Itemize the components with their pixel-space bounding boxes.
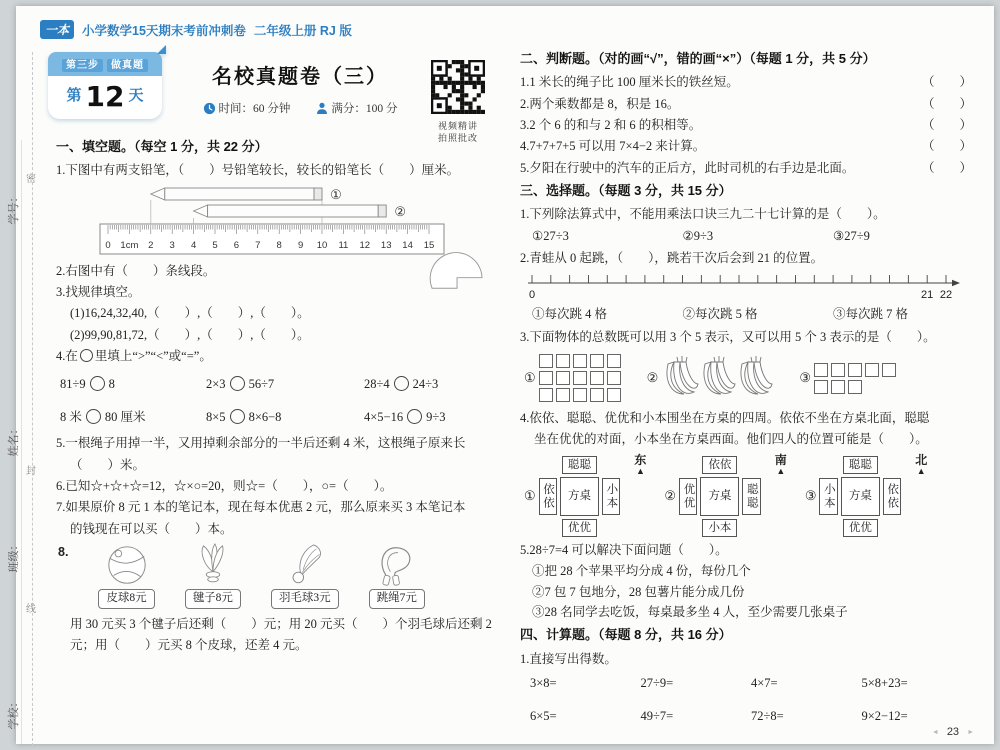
line-segment-shape-figure (426, 246, 490, 294)
series-title: 小学数学15天期末考前冲刺卷 (82, 23, 246, 38)
figure-number: ② (646, 369, 659, 385)
page-footer (932, 726, 974, 738)
square (539, 354, 553, 368)
fill-circle-icon (80, 349, 93, 362)
goods-item-jump-rope (369, 543, 425, 609)
comparison-item: 8 米 80 厘米 (60, 409, 146, 424)
time-meta: 时间：60 分钟 (203, 100, 291, 116)
answer-circle (86, 409, 101, 424)
judge-item: 4.7+7+7+5 可以用 7×4−2 来计算。 （ ） (520, 137, 972, 156)
question-3-4: 4.依依、聪聪、优优和小本围坐在方桌的四周。依依不坐在方桌北面，聪聪 (520, 411, 930, 426)
seating-diagrams (524, 452, 972, 537)
seat-top: 聪聪 (562, 456, 597, 474)
question-3-2: 2.青蛙从 0 起跳，（ ），跳若干次后会到 21 的位置。 (520, 250, 824, 265)
square (607, 388, 621, 402)
square (573, 354, 587, 368)
option: ①27÷3 (532, 228, 569, 243)
question-4-1: 1.直接写出得数。 (520, 651, 617, 666)
comparison-item: 28÷4 24÷3 (364, 377, 439, 392)
seal-label-class: 班级： (8, 539, 20, 573)
seat-right: 聪聪 (742, 478, 760, 515)
question-1-3-2: (2)99,90,81,72,（ ）,（ ）,（ ）。 (70, 327, 310, 342)
calc-item: 27÷9= (640, 675, 674, 690)
question-1-4: 4.在 里填上“>”“<”或“=”。 (56, 349, 212, 364)
shuttlecock-jianzi-icon (191, 543, 235, 587)
calc-item: 49÷7= (640, 709, 674, 724)
seating-diagram-3 (804, 452, 928, 537)
seating-diagram-1 (524, 452, 647, 537)
qr-code (430, 60, 486, 119)
answer-circle (230, 409, 245, 424)
answer-blank: （ ） (921, 96, 972, 111)
square (607, 354, 621, 368)
seal-label-school: 学校： (8, 696, 20, 730)
number-line-figure (526, 270, 962, 304)
svg-text:②: ② (394, 203, 407, 219)
svg-text:11: 11 (338, 239, 349, 251)
score-meta: 满分：100 分 (316, 100, 397, 116)
option: ③27÷9 (833, 228, 870, 243)
seal-char: 密 (26, 174, 36, 185)
figure-number: ② (664, 488, 677, 504)
judge-item: 5.夕阳在行驶中的汽车的正后方，此时司机的右手边是北面。 （ ） (520, 159, 972, 178)
svg-text:3: 3 (169, 239, 175, 251)
person-icon (316, 102, 328, 115)
square (882, 363, 896, 377)
jump-rope-icon (375, 543, 419, 587)
svg-text:9: 9 (297, 239, 304, 251)
comparison-item: 81÷9 8 (60, 377, 115, 392)
page-number: 23 (946, 726, 960, 738)
option: ①把 28 个苹果平均分成 4 份，每份几个 (532, 564, 751, 579)
count-figure-grid-15 (524, 354, 621, 402)
question-1-1: 1.下图中有两支铅笔，（ ）号铅笔较长，较长的铅笔长（ ）厘米。 (56, 163, 460, 178)
calc-item: 4×7= (751, 675, 778, 690)
seal-char: 线 (26, 604, 36, 615)
svg-text:7: 7 (255, 239, 261, 251)
question-3-2-options (520, 305, 972, 324)
figure-number: ① (524, 369, 536, 385)
left-page-column (56, 134, 492, 658)
seat-bottom: 小本 (702, 519, 737, 537)
seal-label-student-id: 学号： (8, 191, 20, 225)
compass-arrow-icon: ▲ (776, 465, 786, 476)
badge-day (48, 76, 162, 119)
price-tag: 羽毛球3元 (271, 589, 339, 609)
figure-number: ① (524, 488, 536, 504)
question-1-5-cont: （ ）米。 (70, 457, 146, 472)
seat-left: 小本 (819, 478, 837, 515)
page-title: 名校真题卷（三） (212, 66, 388, 88)
square (831, 380, 845, 394)
answer-circle (90, 376, 105, 391)
square (590, 371, 604, 385)
squares-grid-5-3 (814, 363, 896, 394)
calc-item: 5×8+23= (861, 675, 908, 690)
calc-item: 6×5= (530, 709, 557, 724)
svg-text:13: 13 (380, 239, 392, 251)
goods-item-ball (98, 543, 154, 609)
calc-item: 3×8= (530, 675, 557, 690)
seal-dashed-line (32, 52, 33, 746)
answer-circle (394, 376, 409, 391)
square (573, 371, 587, 385)
figure-number: ③ (799, 369, 811, 385)
banana-bunches-icon (661, 353, 773, 403)
option: ②7 包 7 包地分，28 包薯片能分成几份 (532, 584, 745, 599)
square (814, 380, 828, 394)
table-cell: 方桌 (841, 477, 880, 515)
option: ③每次跳 7 格 (833, 307, 909, 322)
figure-number: ③ (804, 488, 817, 504)
question-1-7: 7.如果原价 8 元 1 本的笔记本，现在每本优惠 2 元，那么原来买 3 本笔记本 (56, 500, 466, 515)
square (573, 388, 587, 402)
svg-text:10: 10 (316, 239, 328, 251)
svg-text:14: 14 (402, 239, 413, 251)
compass-marker: 东 ▲ (634, 452, 647, 476)
svg-text:22: 22 (939, 289, 953, 302)
svg-text:2: 2 (148, 239, 154, 251)
compass-arrow-icon: ▲ (916, 465, 926, 476)
edition-label: 二年级上册 RJ 版 (253, 23, 352, 38)
section4-heading: 四、计算题。（每题 8 分，共 16 分） (520, 627, 732, 643)
compass-marker: 北 ▲ (915, 452, 928, 476)
qr-caption: 视频精讲 拍照批改 (437, 121, 478, 143)
question-1-8-text-cont: 元；用（ ）元买 8 个皮球，还差 4 元。 (70, 638, 308, 653)
table-cell: 方桌 (700, 477, 739, 515)
question-3-3: 3.下面物体的总数既可以用 3 个 5 表示，又可以用 5 个 3 表示的是（ ）。 (520, 329, 936, 344)
option: ②9÷3 (682, 228, 714, 243)
day-number: 12 (85, 80, 125, 113)
question-3-1: 1.下列除法算式中，不能用乘法口诀三九二十七计算的是（ ）。 (520, 207, 886, 222)
svg-text:8: 8 (276, 239, 282, 251)
comparison-item: 2×3 56÷7 (206, 377, 275, 392)
seat-top: 依依 (702, 456, 737, 474)
day-badge (48, 52, 162, 119)
svg-text:5: 5 (212, 239, 218, 251)
qr-block (430, 60, 486, 144)
seal-label-name: 姓名： (8, 423, 20, 457)
exam-meta (170, 100, 430, 116)
next-page-icon: ► (967, 728, 974, 736)
svg-text:6: 6 (233, 239, 240, 251)
svg-text:①: ① (330, 186, 342, 202)
question-1-3-1: (1)16,24,32,40,（ ）,（ ）,（ ）。 (70, 306, 310, 321)
compass-marker: 南 ▲ (774, 452, 787, 476)
seat-right: 小本 (602, 478, 620, 515)
seal-char: 封 (26, 466, 36, 477)
day-suffix: 天 (128, 87, 144, 104)
square (590, 354, 604, 368)
svg-text:0: 0 (105, 239, 111, 251)
option: ②每次跳 5 格 (682, 307, 758, 322)
table-cell: 方桌 (560, 477, 599, 515)
section2-heading: 二、判断题。（对的画“√”，错的画“×”）（每题 1 分，共 5 分） (520, 51, 876, 66)
judge-item: 2.两个乘数都是 8，积是 16。 （ ） (520, 95, 972, 114)
question-3-4-cont: 坐在优优的对面，小本坐在方桌西面。他们四人的位置可能是（ ）。 (534, 432, 928, 447)
square (607, 371, 621, 385)
question-number: 8. (58, 545, 69, 560)
question-1-8-figures (58, 543, 492, 609)
question-3-3-figures (524, 353, 972, 403)
square (814, 363, 828, 377)
question-1-6: 6.已知☆+☆+☆=12，☆×○=20，则☆=（ ），○=（ ）。 (56, 478, 393, 493)
svg-text:21: 21 (921, 289, 934, 302)
brand-logo: 一本 (40, 20, 74, 39)
seating-diagram-2 (664, 452, 787, 537)
question-1-7-cont: 的钱现在可以买（ ）本。 (70, 521, 233, 536)
square (831, 363, 845, 377)
goods-item-jianzi (185, 543, 241, 609)
section1-heading: 一、填空题。（每空 1 分，共 22 分） (56, 139, 268, 154)
badge-ribbon (48, 52, 162, 76)
squares-grid-3x5 (539, 354, 621, 402)
calc-item: 9×2−12= (861, 709, 908, 724)
seat-top: 聪聪 (843, 456, 878, 474)
right-page-column (520, 46, 972, 727)
price-tag: 跳绳7元 (369, 589, 425, 609)
question-1-5: 5.一根绳子用掉一半，又用掉剩余部分的一半后还剩 4 米，这根绳子原来长 (56, 436, 466, 451)
count-figure-grid-8 (799, 363, 896, 394)
judge-item: 3.2 个 6 的和与 2 和 6 的积相等。 （ ） (520, 116, 972, 135)
square (556, 388, 570, 402)
day-prefix: 第 (66, 87, 82, 104)
question-3-5: 5.28÷7=4 可以解决下面问题（ ）。 (520, 542, 728, 557)
square (848, 380, 862, 394)
svg-text:4: 4 (190, 239, 197, 251)
section3-heading: 三、选择题。（每题 3 分，共 15 分） (520, 183, 732, 199)
question-1-2: 2.右图中有（ ）条线段。 (56, 262, 492, 281)
goods-item-badminton (271, 543, 339, 609)
question-3-1-options (520, 227, 972, 246)
compass-arrow-icon: ▲ (635, 465, 645, 476)
judge-item: 1.1 米长的绳子比 100 厘米长的铁丝短。 （ ） (520, 73, 972, 92)
title-block (170, 60, 430, 116)
price-tag: 皮球8元 (98, 589, 154, 609)
ball-icon (105, 543, 149, 587)
svg-text:0: 0 (528, 289, 536, 302)
seat-left: 优优 (679, 478, 697, 515)
svg-text:15: 15 (423, 239, 435, 251)
answer-circle (407, 409, 422, 424)
seat-left: 依依 (539, 478, 557, 515)
pencil-ruler-figure (96, 184, 452, 258)
price-tag: 毽子8元 (185, 589, 241, 609)
prev-page-icon: ◄ (931, 728, 939, 736)
question-1-3: 3.找规律填空。 (56, 284, 141, 299)
svg-text:1cm: 1cm (120, 239, 139, 251)
seat-bottom: 优优 (843, 519, 878, 537)
svg-text:12: 12 (359, 239, 371, 251)
book-header (40, 20, 352, 39)
page-edge-line (21, 140, 22, 744)
square (556, 354, 570, 368)
calc-item: 72÷8= (751, 709, 784, 724)
square (865, 363, 879, 377)
comparison-item: 4×5−16 9÷3 (364, 409, 446, 424)
question-1-8-text: 用 30 元买 3 个毽子后还剩（ ）元；用 20 元买（ ）个羽毛球后还剩 2 (70, 616, 492, 631)
square (556, 371, 570, 385)
badminton-birdie-icon (283, 543, 327, 587)
seat-right: 依依 (883, 478, 901, 515)
answer-blank: （ ） (921, 75, 972, 90)
option: ③28 名同学去吃饭，每桌最多坐 4 人，至少需要几张桌子 (532, 605, 848, 620)
count-figure-bananas (647, 353, 774, 403)
answer-circle (230, 376, 245, 391)
badge-step: 第三步 (62, 59, 103, 72)
calculation-grid (520, 674, 972, 727)
answer-blank: （ ） (921, 160, 972, 175)
square (848, 363, 862, 377)
square (539, 388, 553, 402)
badge-step-2: 做真题 (107, 59, 148, 72)
clock-icon (203, 102, 216, 115)
answer-blank: （ ） (921, 117, 972, 132)
option: ①每次跳 4 格 (532, 307, 608, 322)
answer-blank: （ ） (921, 139, 972, 154)
square (590, 388, 604, 402)
comparison-item: 8×5 8×6−8 (206, 409, 282, 424)
seat-bottom: 优优 (562, 519, 597, 537)
comparison-grid (60, 375, 492, 427)
square (539, 371, 553, 385)
